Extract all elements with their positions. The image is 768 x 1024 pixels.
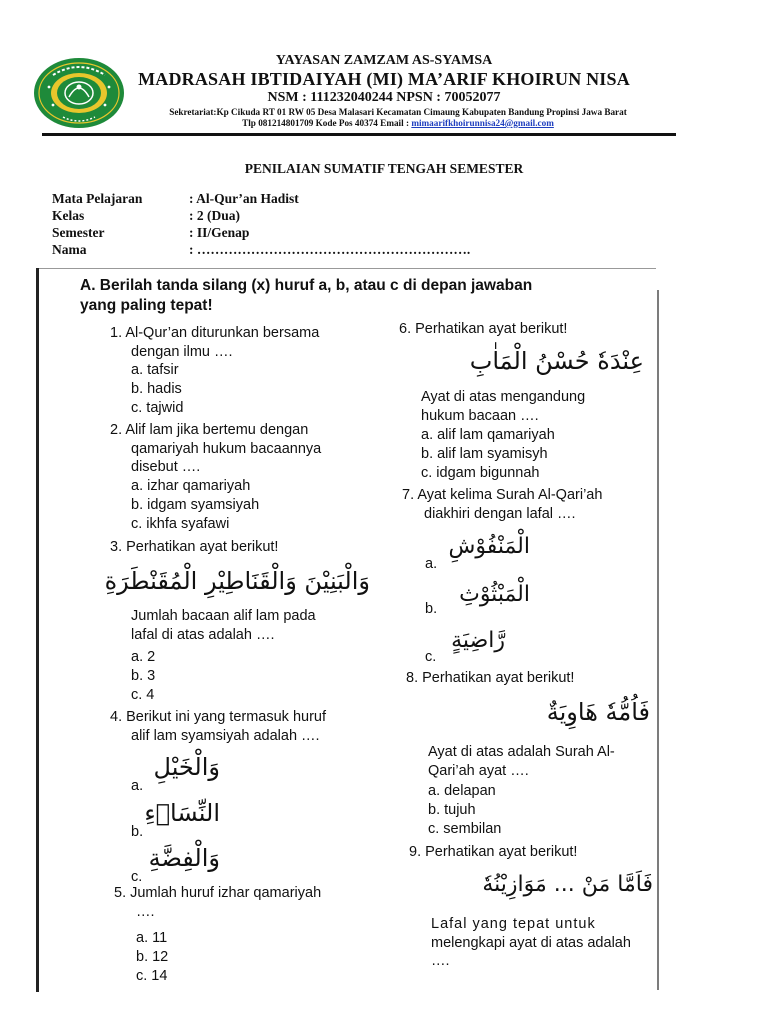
question-3: [110, 538, 278, 557]
question-9: [409, 843, 577, 862]
meta-value: : Al-Qur’an Hadist: [189, 191, 299, 206]
section-title-line: A. Berilah tanda silang (x) huruf a, b, atau c di depan jawaban: [80, 277, 533, 294]
school-contact: [138, 118, 658, 128]
question-2: [110, 421, 321, 477]
option-c[interactable]: c. 4: [131, 687, 155, 703]
option-b-arabic: الْمَبْثُوْثِ: [459, 582, 530, 607]
option-a[interactable]: a. 2: [131, 649, 156, 665]
option-a-arabic: الْمَنْفُوْشِ: [448, 534, 530, 559]
question-text: Qari’ah ayat ….: [428, 762, 529, 779]
question-text: Ayat di atas mengandung: [421, 389, 586, 405]
option-a[interactable]: a. delapan: [428, 783, 496, 799]
question-9-prompt: [431, 915, 631, 971]
question-text: Lafal yang tepat untuk: [431, 916, 596, 932]
option-a-arabic: وَالْخَيْلِ: [153, 753, 220, 781]
meta-key: Semester: [52, 225, 105, 240]
meta-row: [52, 242, 470, 259]
meta-value: : …………………………………………………….: [189, 242, 471, 257]
question-6: [399, 320, 567, 339]
question-text: 6. Perhatikan ayat berikut!: [399, 321, 568, 337]
question-text: Jumlah bacaan alif lam pada: [131, 608, 316, 624]
option-b[interactable]: b. tujuh: [428, 802, 476, 818]
arabic-verse: فَاُمُّهٗ هَاوِيَةٌ: [546, 698, 650, 726]
option-b[interactable]: b. idgam syamsiyah: [131, 497, 260, 513]
option-c[interactable]: c. ikhfa syafawi: [131, 516, 230, 532]
exam-meta: [52, 191, 470, 259]
sheet-top-edge: [36, 268, 656, 269]
question-text: ….: [431, 953, 450, 969]
option-a[interactable]: a.: [425, 556, 438, 572]
question-7: [402, 486, 602, 523]
question-1: [110, 324, 319, 361]
question-text: qamariyah hukum bacaannya: [131, 440, 322, 457]
question-text: lafal di atas adalah ….: [131, 626, 275, 643]
meta-key: Nama: [52, 242, 87, 257]
meta-value: : 2 (Dua): [189, 208, 240, 223]
meta-key: Mata Pelajaran: [52, 191, 143, 206]
question-text: ….: [136, 903, 155, 920]
arabic-verse: وَالْبَنِيْنَ وَالْقَنَاطِيْرِ الْمُقَنْطَرَةِ: [104, 567, 370, 595]
header-divider: [42, 133, 676, 136]
question-text: 7. Ayat kelima Surah Al-Qari’ah: [402, 487, 603, 503]
option-a[interactable]: a. 11: [136, 930, 168, 946]
option-c-arabic: رَّاضِيَةٍ: [451, 628, 505, 653]
meta-value: : II/Genap: [189, 225, 250, 240]
question-text: disebut ….: [131, 459, 201, 475]
sheet-right-border: [657, 290, 659, 990]
question-4: [110, 708, 326, 745]
school-name: MADRASAH IBTIDAIYAH (MI) MA’ARIF KHOIRUN NISA: [138, 69, 630, 89]
option-c[interactable]: c. 14: [136, 968, 168, 984]
option-c[interactable]: c.: [131, 869, 143, 885]
arabic-verse: فَاَمَّا مَنْ ... مَوَازِيْنُهٗ: [482, 872, 653, 897]
meta-key: Kelas: [52, 208, 85, 223]
exam-title: PENILAIAN SUMATIF TENGAH SEMESTER: [244, 161, 524, 176]
option-a[interactable]: a. izhar qamariyah: [131, 478, 251, 494]
option-c[interactable]: c. tajwid: [131, 400, 184, 416]
meta-row: [52, 208, 470, 225]
question-text: 9. Perhatikan ayat berikut!: [409, 844, 578, 860]
option-b[interactable]: b. alif lam syamisyh: [421, 446, 548, 462]
option-a[interactable]: a.: [131, 778, 144, 794]
option-c[interactable]: c.: [425, 649, 437, 665]
meta-row: [52, 191, 470, 208]
foundation-name: YAYASAN ZAMZAM AS-SYAMSA: [275, 53, 493, 68]
question-text: Ayat di atas adalah Surah Al-: [428, 744, 615, 760]
contact-text: Tlp 081214801709 Kode Pos 40374 Email :: [242, 118, 410, 128]
email-link[interactable]: mimaarifkhoirunnisa24@gmail.com: [411, 118, 554, 128]
question-text: 2. Alif lam jika bertemu dengan: [110, 422, 309, 438]
question-text: 4. Berikut ini yang termasuk huruf: [110, 709, 326, 725]
question-text: alif lam syamsiyah adalah ….: [131, 727, 320, 744]
option-b[interactable]: b. hadis: [131, 381, 182, 397]
option-c[interactable]: c. sembilan: [428, 821, 502, 837]
question-8: [406, 669, 574, 688]
question-8-prompt: [428, 743, 615, 780]
option-b-arabic: النِّسَاۤءِ: [144, 799, 220, 827]
arabic-verse: عِنْدَهٗ حُسْنُ الْمَاٰبِ: [469, 347, 644, 375]
option-b[interactable]: b.: [425, 601, 438, 617]
option-b[interactable]: b. 3: [131, 668, 156, 684]
option-b[interactable]: b. 12: [136, 949, 169, 965]
school-ids: NSM : 111232040244 NPSN : 70052077: [267, 90, 501, 105]
option-b[interactable]: b.: [131, 824, 144, 840]
question-6-prompt: [421, 388, 585, 425]
question-text: 8. Perhatikan ayat berikut!: [406, 670, 575, 686]
option-a[interactable]: a. tafsir: [131, 362, 179, 378]
question-text: hukum bacaan ….: [421, 407, 539, 424]
option-c-arabic: وَالْفِضَّةِ: [148, 844, 220, 872]
option-c[interactable]: c. idgam bigunnah: [421, 465, 540, 481]
question-text: 1. Al-Qur’an diturunkan bersama: [110, 325, 320, 341]
question-5: [114, 884, 321, 921]
question-text: melengkapi ayat di atas adalah: [431, 934, 631, 951]
meta-row: [52, 225, 470, 242]
school-address: Sekretariat:Kp Cikuda RT 01 RW 05 Desa Malasari Kecamatan Cimaung Kabupaten Bandung Propinsi Jawa Barat: [169, 107, 627, 117]
option-a[interactable]: a. alif lam qamariyah: [421, 427, 555, 443]
question-3-prompt: [131, 607, 316, 644]
section-title: [80, 276, 650, 316]
question-text: 5. Jumlah huruf izhar qamariyah: [114, 885, 322, 901]
section-title-line: yang paling tepat!: [80, 297, 213, 314]
question-text: diakhiri dengan lafal ….: [424, 505, 576, 522]
question-text: dengan ilmu ….: [131, 343, 233, 360]
sheet-left-border: [36, 268, 39, 992]
question-text: 3. Perhatikan ayat berikut!: [110, 539, 279, 555]
